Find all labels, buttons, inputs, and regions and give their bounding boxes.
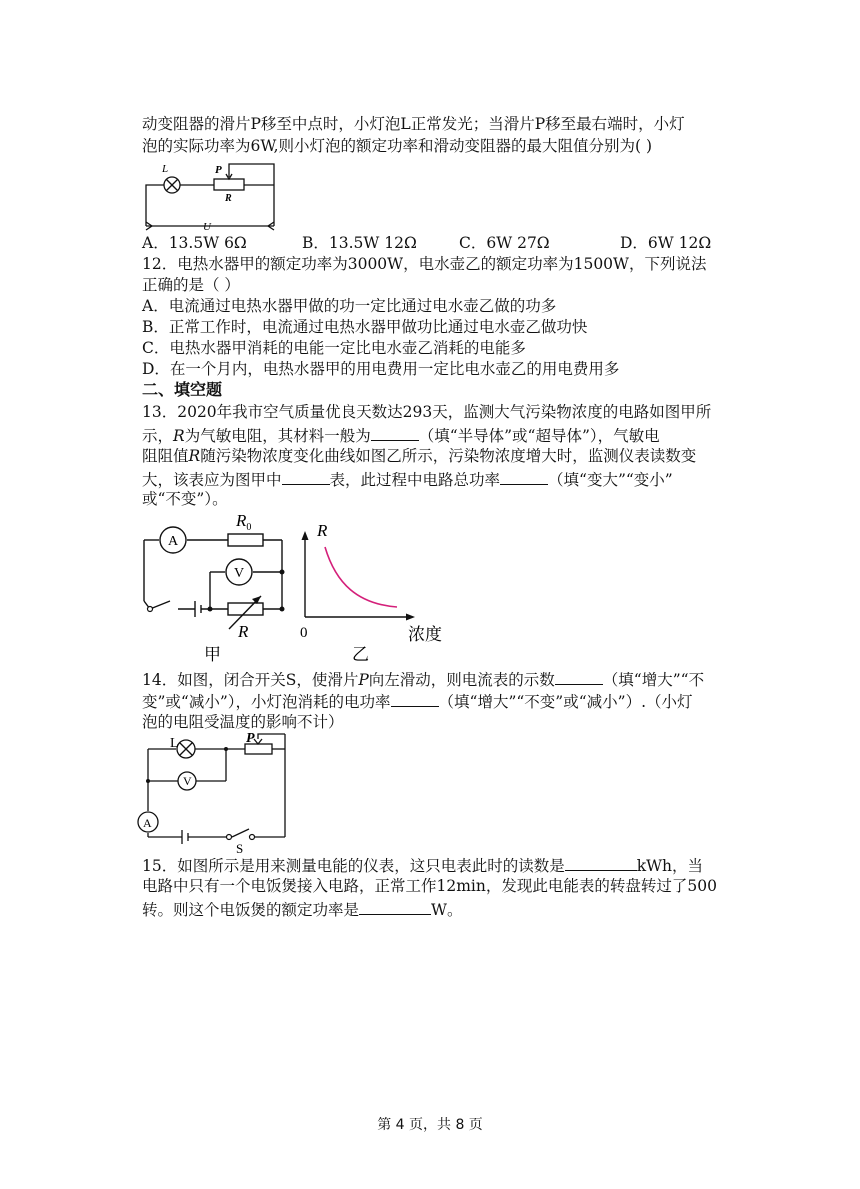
q13-voltmeter-label: V [234,566,245,581]
q14-switch-label: S [236,841,244,856]
q13-label-yi: 乙 [352,645,369,664]
q13-line5: 或“不变”）。 [142,490,228,508]
q14-circuit-diagram [138,731,298,856]
q12-line1: 12．电热水器甲的额定功率为3000W，电水壶乙的额定功率为1500W，下列说法 [142,255,707,273]
q15-blank-1[interactable] [565,854,637,871]
q14-blank-2[interactable] [391,690,439,707]
q11-voltage-label: U [203,221,211,233]
q14-line3: 泡的电阻受温度的影响不计） [142,713,344,731]
q13-graph-axis-x-label: 浓度 [408,625,442,644]
q13-graph-yi [300,512,450,667]
q11-line1: 动变阻器的滑片P移至中点时，小灯泡L正常发光；当滑片P移至最右端时，小灯 [142,115,685,133]
q15-line3: 转。则这个电饭煲的额定功率是 W。 [142,898,722,920]
q14-voltmeter-label: V [183,774,192,788]
q15-line2: 电路中只有一个电饭煲接入电路，正常工作12min，发现此电能表的转盘转过了500 [142,877,717,895]
q13-r0-label: $R_0$ [236,511,252,533]
section-heading-fill-blank: 二、填空题 [142,380,223,399]
q13-circuit-jia [140,508,300,665]
q13-resistance-curve [325,547,397,607]
q14-lamp-label: L [170,736,179,751]
q11-option-d: D．6W 12Ω [620,234,712,252]
q13-blank-3[interactable] [500,468,548,485]
q14-ammeter-label: A [143,816,152,830]
q11-option-c: C．6W 27Ω [459,234,550,252]
q13-graph-origin-label: 0 [300,625,308,641]
q13-line4: 大，该表应为图甲中 表，此过程中电路总功率 （填“变大”“变小” [142,468,722,490]
q12-option-a: A．电流通过电热水器甲做的功一定比通过电水壶乙做的功多 [142,297,557,315]
q13-line3: 阻阻值R随污染物浓度变化曲线如图乙所示，污染物浓度增大时，监测仪表读数变 [142,447,697,465]
q11-line2: 泡的实际功率为6W,则小灯泡的额定功率和滑动变阻器的最大阻值分别为( ) [142,137,653,155]
q13-line1: 13．2020年我市空气质量优良天数达293天，监测大气污染物浓度的电路如图甲所 [142,403,712,421]
q14-line1: 14．如图，闭合开关S，使滑片P向左滑动，则电流表的示数 （填“增大”“不 [142,668,722,690]
q13-graph-axis-y-label: R [317,521,328,540]
q12-option-b: B．正常工作时，电流通过电热水器甲做功比通过电水壶乙做功快 [142,318,588,336]
q14-blank-1[interactable] [555,668,603,685]
q11-resistor-label: R [225,193,232,204]
q12-option-c: C．电热水器甲消耗的电能一定比电水壶乙消耗的电能多 [142,339,526,357]
q13-label-jia: 甲 [204,645,221,664]
q12-line2: 正确的是（ ） [142,276,240,294]
q15-line1: 15．如图所示是用来测量电能的仪表，这只电表此时的读数是 kWh，当 [142,854,722,876]
q14-slider-label: P [246,731,255,746]
q13-blank-1[interactable] [371,424,419,441]
q13-line2: 示，R为气敏电阻，其材料一般为 （填“半导体”或“超导体”），气敏电 [142,424,722,446]
page-footer: 第 4 页，共 8 页 [377,1117,483,1133]
q15-blank-2[interactable] [359,898,431,915]
q13-ammeter-label: A [168,534,179,549]
q14-line2: 变”或“减小”），小灯泡消耗的电功率 （填“增大”“不变”或“减小”）.（小灯 [142,690,722,712]
q11-lamp-label: L [162,163,169,175]
q13-r-label: R [238,622,249,641]
q12-option-d: D．在一个月内，电热水器甲的用电费用一定比电水壶乙的用电费用多 [142,360,620,378]
q11-circuit-diagram [142,160,282,232]
q13-blank-2[interactable] [282,468,330,485]
q11-option-a: A．13.5W 6Ω [142,234,247,252]
q11-option-b: B．13.5W 12Ω [302,234,417,252]
q11-slider-label: P [215,164,222,176]
